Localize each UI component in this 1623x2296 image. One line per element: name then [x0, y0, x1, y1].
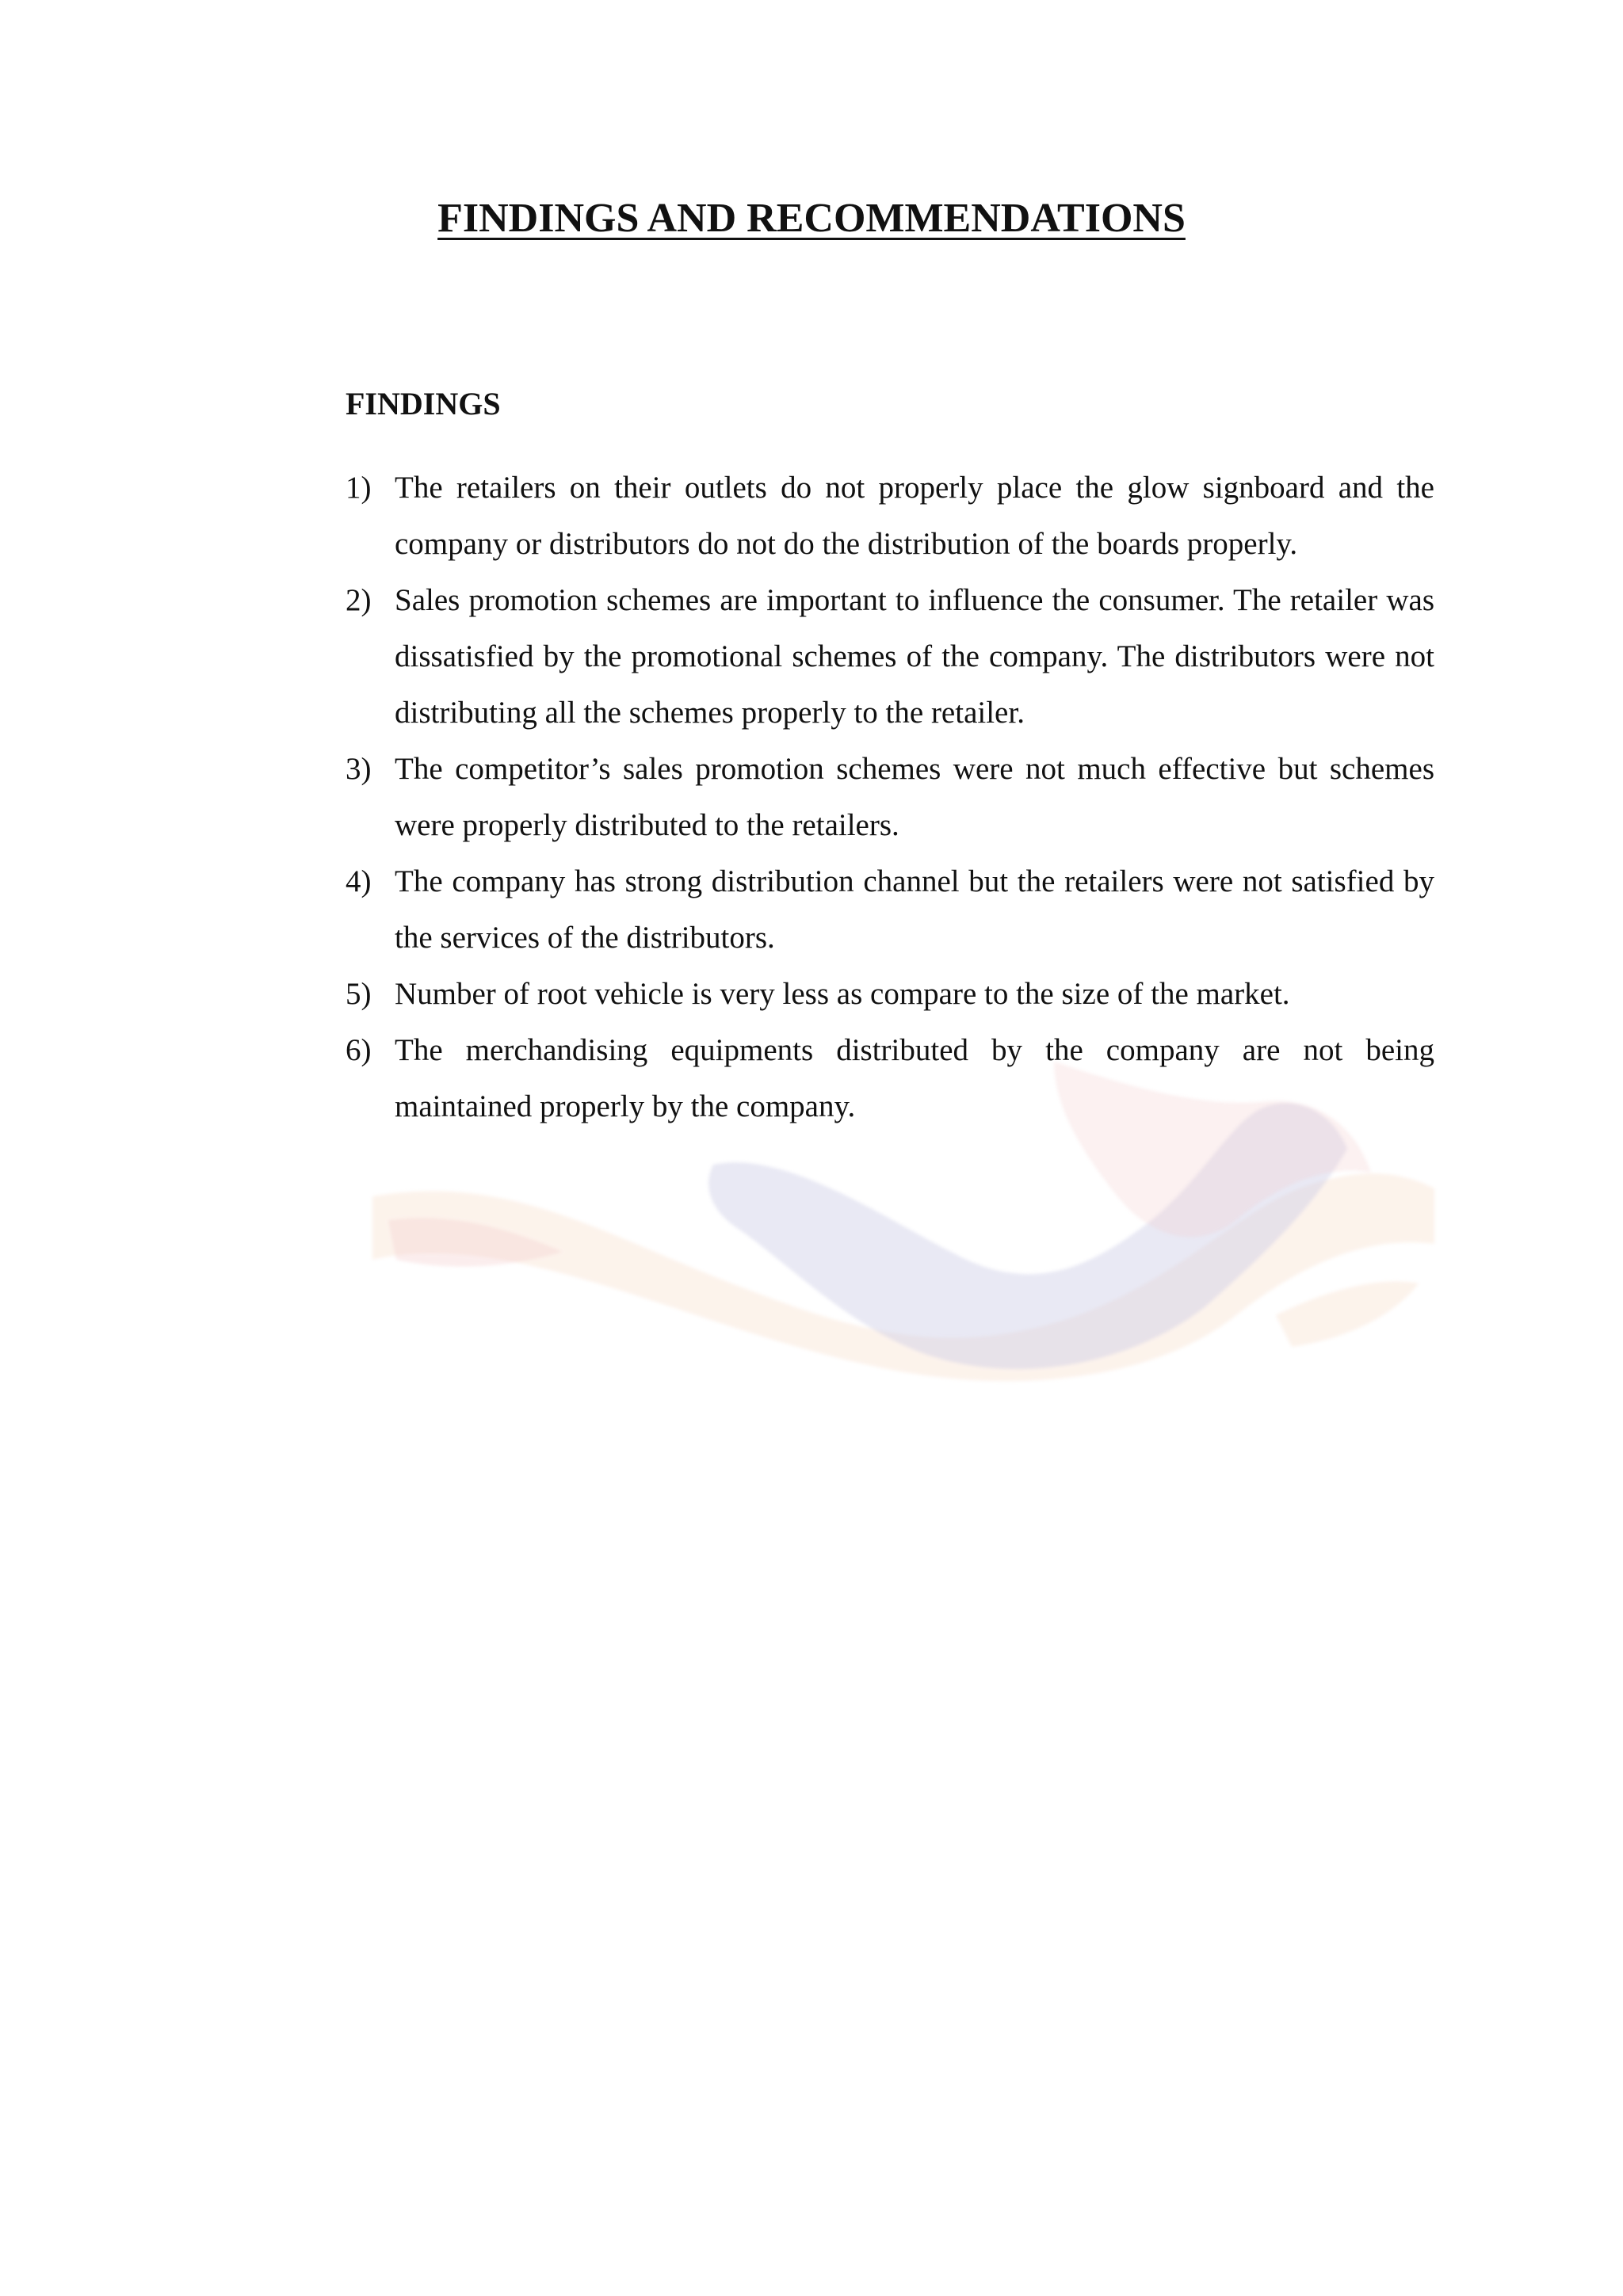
finding-item-2 [346, 572, 1434, 741]
finding-item-6 [346, 1022, 1434, 1135]
findings-list [346, 460, 1434, 1135]
finding-item-4 [346, 853, 1434, 966]
finding-number: 5) [346, 977, 372, 1011]
finding-number: 1) [346, 471, 372, 505]
finding-number: 2) [346, 583, 372, 617]
finding-text: The competitor’s sales promotion schemes were not much effective but schemes were properly distributed to the retailers. [395, 752, 1434, 842]
finding-item-1 [346, 460, 1434, 572]
finding-text: The retailers on their outlets do not properly place the glow signboard and the company or distributors do not do the distribution of the boards properly. [395, 471, 1434, 561]
finding-item-5 [346, 966, 1434, 1022]
finding-text: Number of root vehicle is very less as compare to the size of the market. [395, 977, 1290, 1011]
finding-text: Sales promotion schemes are important to influence the consumer. The retailer was dissatisfied by the promotional schemes of the company. The distributors were not distributing all the schemes properly to the retailer. [395, 583, 1434, 730]
finding-item-3 [346, 741, 1434, 853]
page-title: FINDINGS AND RECOMMENDATIONS [437, 196, 1186, 241]
finding-text: The company has strong distribution channel but the retailers were not satisfied by the services of the distributors. [395, 864, 1434, 955]
finding-number: 6) [346, 1033, 372, 1067]
finding-text: The merchandising equipments distributed by the company are not being maintained properly by the company. [395, 1033, 1434, 1123]
finding-number: 3) [346, 752, 372, 786]
finding-number: 4) [346, 864, 372, 898]
findings-heading: FINDINGS [346, 386, 501, 421]
